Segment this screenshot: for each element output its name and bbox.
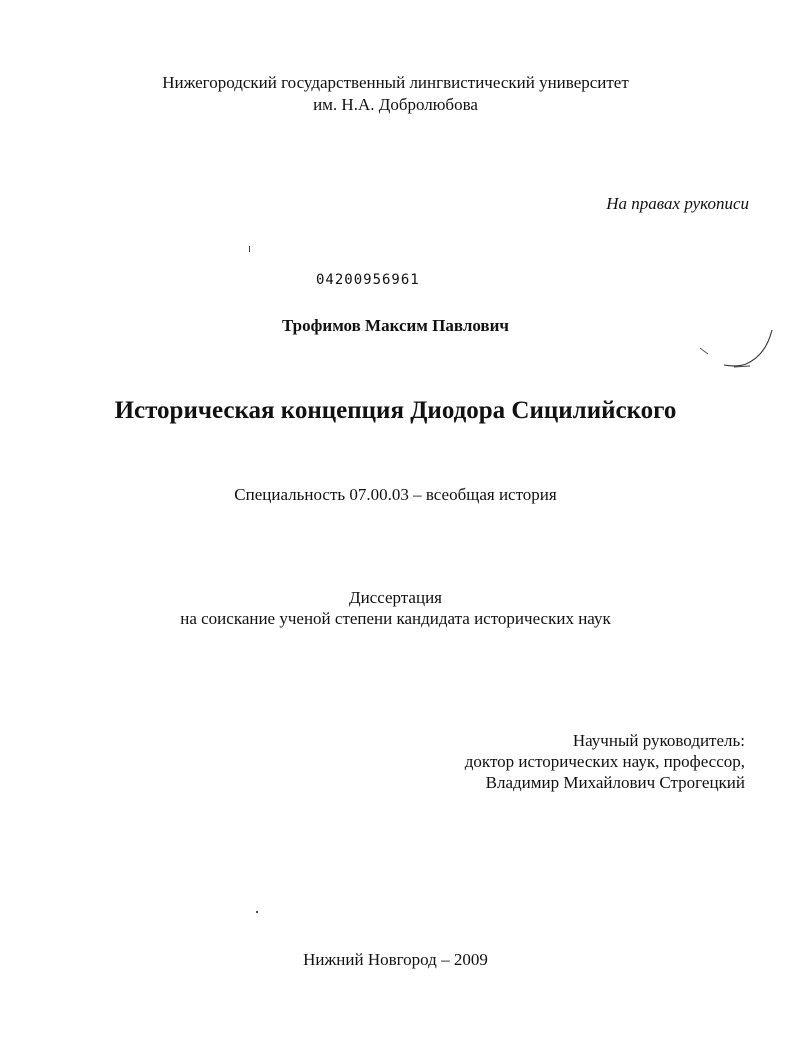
city-year: Нижний Новгород – 2009: [303, 950, 488, 969]
dissertation-type: [0, 587, 791, 629]
scan-speck: [249, 246, 250, 252]
advisor-line-1: Научный руководитель:: [572, 731, 745, 750]
handwritten-signature: [694, 324, 784, 376]
specialty: Специальность 07.00.03 – всеобщая история: [234, 485, 557, 504]
scientific-advisor: [465, 730, 745, 793]
advisor-line-3: Владимир Михайлович Строгецкий: [485, 773, 745, 792]
advisor-line-2: доктор исторических наук, профессор,: [464, 752, 745, 771]
dissertation-title: Историческая концепция Диодора Сицилийского: [114, 397, 677, 424]
dissertation-line-2: на соискание ученой степени кандидата исторических наук: [180, 609, 611, 628]
university-line-1: Нижегородский государственный лингвистический университет: [162, 73, 629, 92]
university-line-2: им. Н.А. Добролюбова: [313, 95, 478, 114]
scan-speck-2: [256, 911, 258, 913]
manuscript-note: На правах рукописи: [606, 194, 749, 213]
registration-code: 04200956961: [316, 272, 420, 288]
dissertation-line-1: Диссертация: [348, 588, 442, 607]
university-name: [0, 72, 791, 116]
author-name: Трофимов Максим Павлович: [281, 316, 509, 335]
